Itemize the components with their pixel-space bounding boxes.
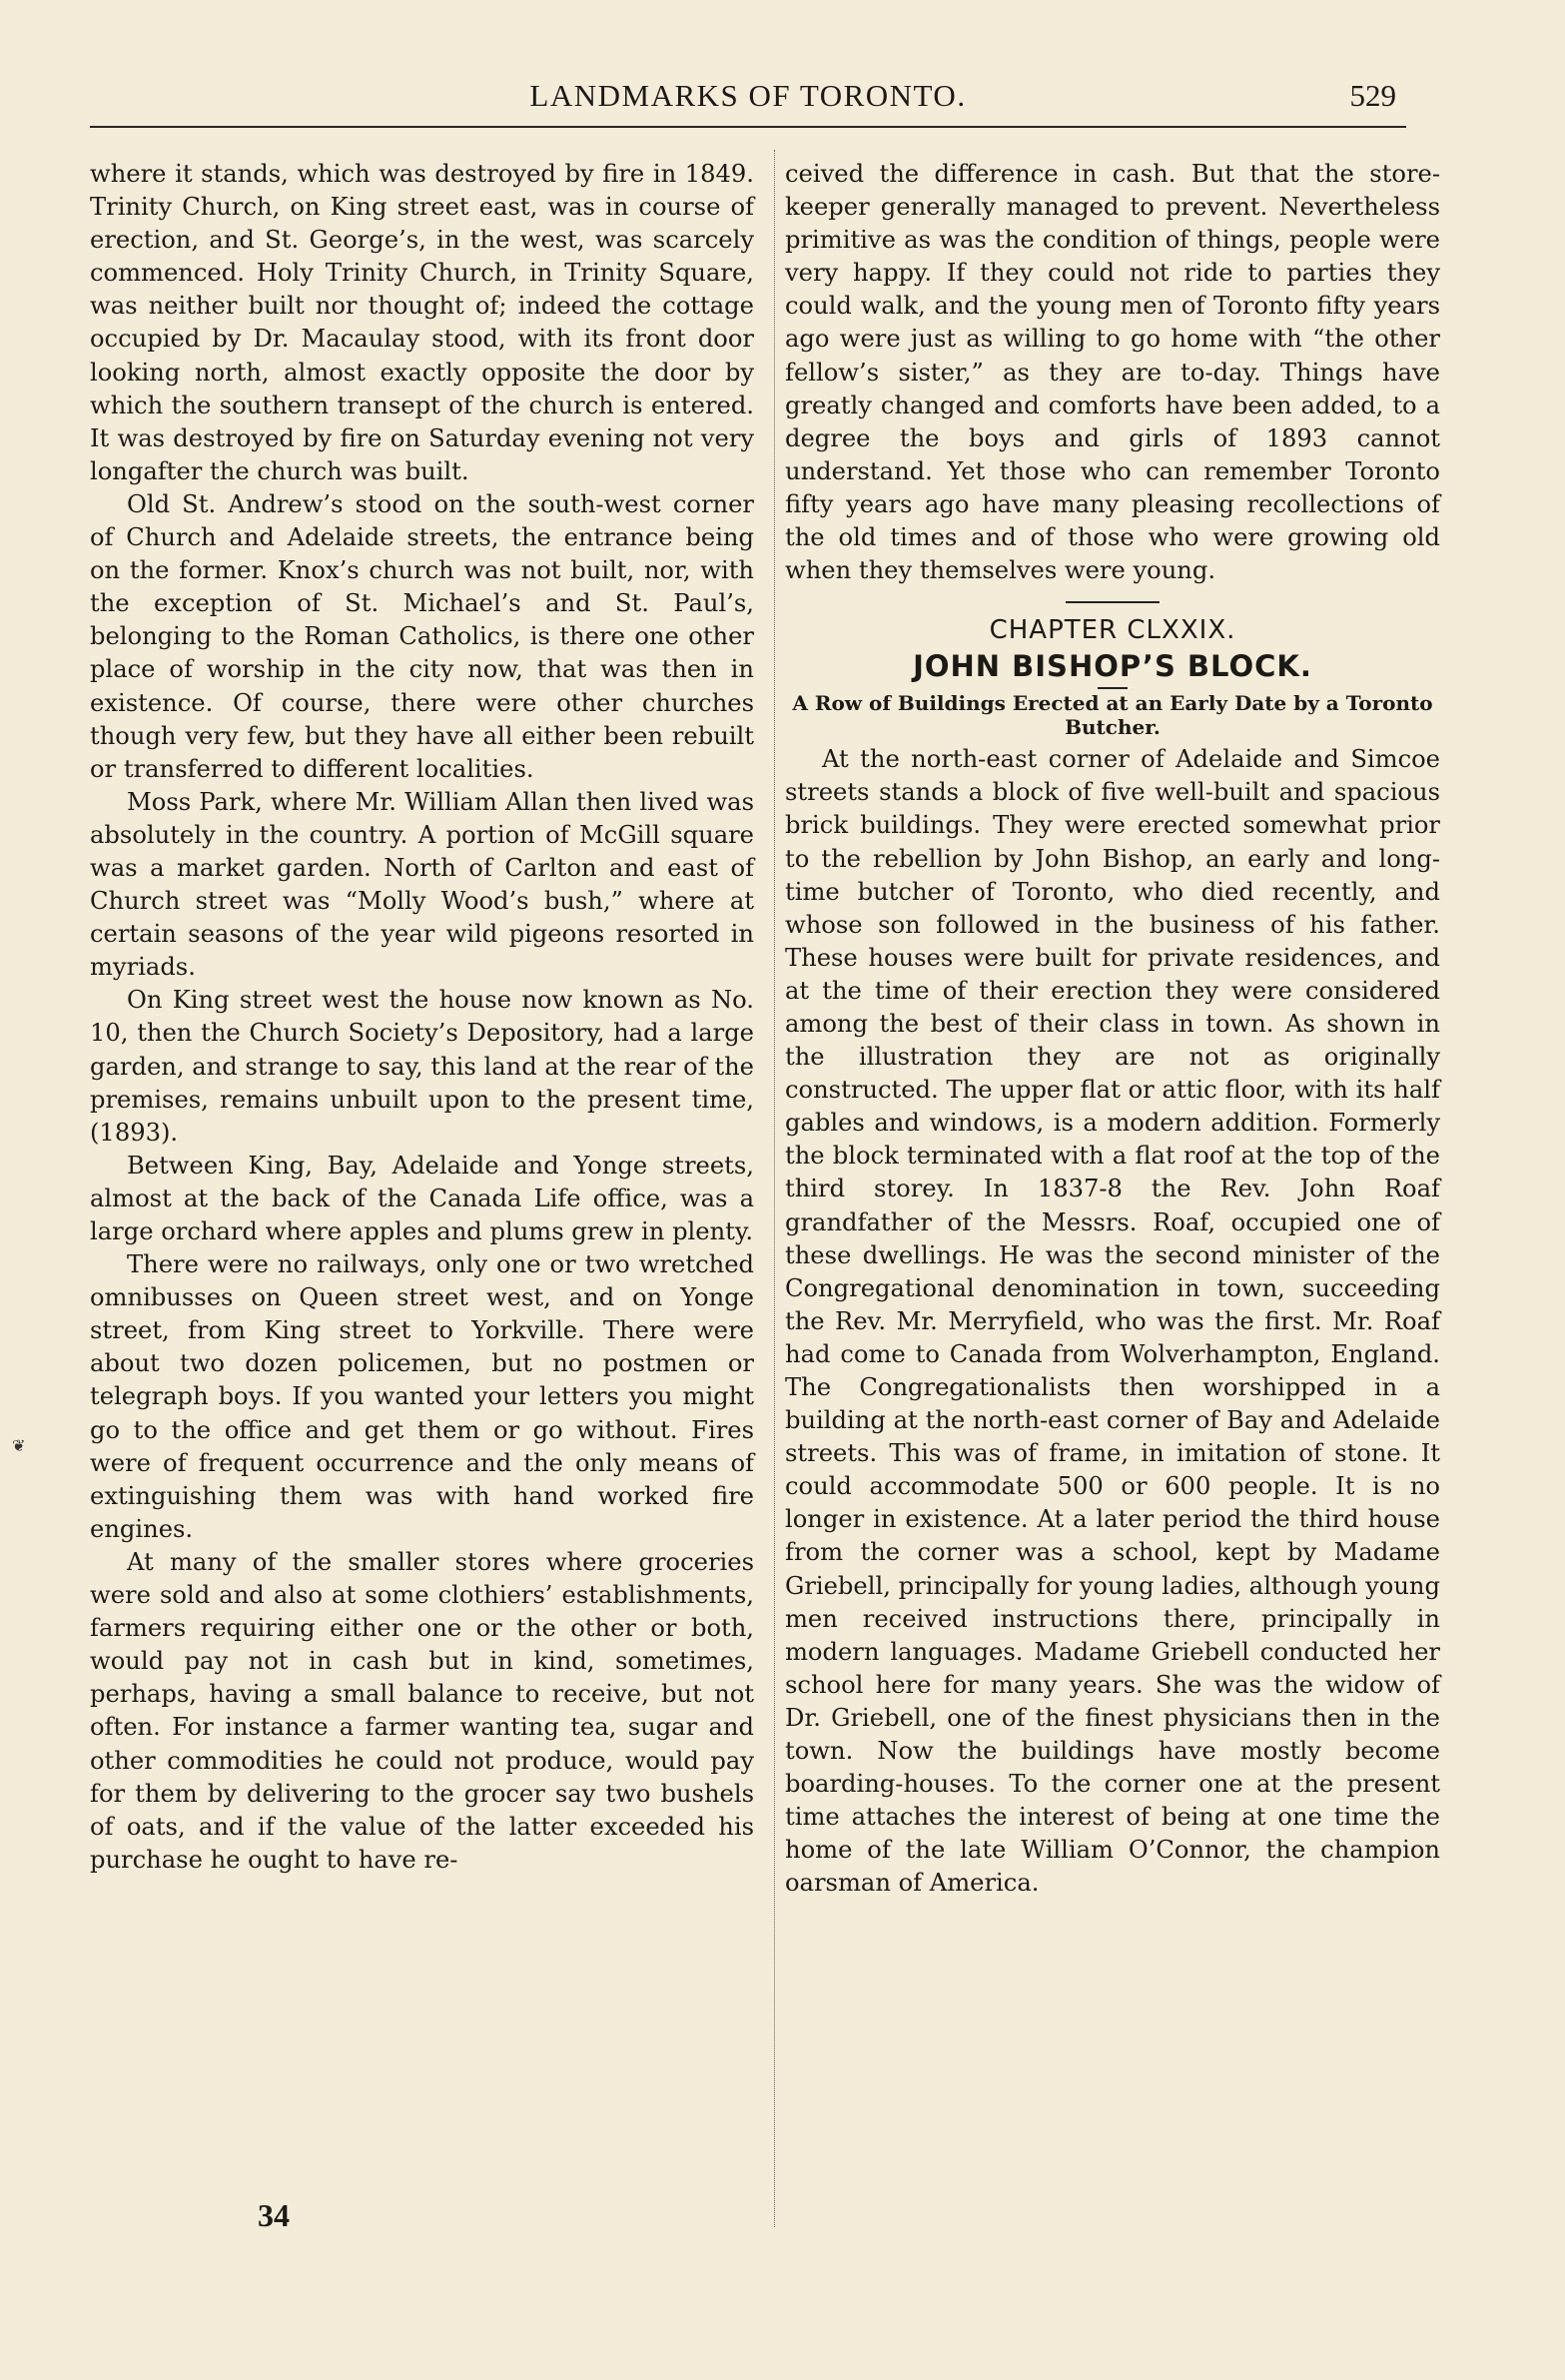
paragraph: On King street west the house now known as No. 10, then the Church Society’s Depository, had a large garden, and strange to say, this land at the rear of the premises, remains unbuilt upon to the present time, (1893).	[90, 986, 754, 1147]
chapter-number: CHAPTER CLXXIX.	[989, 615, 1236, 646]
chapter-divider	[1066, 601, 1160, 603]
paragraph: At the north-east corner of Adelaide and Simcoe streets stands a block of five well-built and spacious brick buildings. They were erected somewhat prior to the rebellion by John Bishop, an early and long-time butcher of Toronto, who died recently, and whose son followed in the business of his father. These houses were built for private residences, and at the time of their erection they were considered among the best of their class in town. As shown in the illustration they are not as originally constructed. The upper flat or attic floor, with its half gables and windows, is a modern addition. Formerly the block terminated with a flat roof at the top of the third storey. In 1837-8 the Rev. John Roaf grandfather of the Messrs. Roaf, occupied one of these dwellings. He was the second minister of the Congregational denomination in town, succeeding the Rev. Mr. Merryfield, who was the first. Mr. Roaf had come to Canada from Wolverhampton, England. The Congregationalists then worshipped in a building at the north-east corner of Bay and Adelaide streets. This was of frame, in imitation of stone. It could accommodate 500 or 600 people. It is no longer in existence. At a later period the third house from the corner was a school, kept by Madame Griebell, principally for young ladies, although young men received instructions there, principally in modern languages. Madame Griebell conducted her school here for many years. She was the widow of Dr. Griebell, one of the finest physicians then in the town. Now the buildings have mostly become boarding-houses. To the corner one at the present time attaches the interest of being at one time the home of the late William O’Connor, the champion oarsman of America.	[785, 745, 1440, 1898]
paragraph: Moss Park, where Mr. William Allan then lived was absolutely in the country. A portion of McGill square was a market garden. North of Carlton and east of Church street was “Molly Wood’s bush,” where at certain seasons of the year wild pigeons resorted in myriads.	[90, 787, 754, 982]
running-title: LANDMARKS OF TORONTO.	[529, 78, 967, 113]
page-number: 529	[1349, 78, 1396, 113]
paragraph: where it stands, which was destroyed by fire in 1849. Trinity Church, on King street east, was in course of erection, and St. George’s, in the west, was scarcely commenced. Holy Trinity Church, in Trinity Square, was neither built nor thought of; indeed the cottage occupied by Dr. Macaulay stood, with its front door looking north, almost exactly opposite the door by which the southern transept of the church is entered. It was destroyed by fire on Saturday evening not very longafter the church was built.	[90, 160, 754, 485]
paragraph: There were no railways, only one or two wretched omnibusses on Queen street west, and on Yonge street, from King street to Yorkville. There were about two dozen policemen, but no postmen or telegraph boys. If you wanted your letters you might go to the office and get them or go without. Fires were of frequent occurrence and the only means of extinguishing them was with hand worked fire engines.	[90, 1250, 754, 1543]
chapter-subtitle: A Row of Buildings Erected at an Early Date by a Toronto Butcher.	[792, 691, 1433, 740]
right-column	[785, 158, 1440, 1901]
page-header	[90, 78, 1406, 128]
chapter-title: JOHN BISHOP’S BLOCK.	[913, 649, 1312, 684]
header-rule	[90, 126, 1406, 128]
paragraph: At many of the smaller stores where groceries were sold and also at some clothiers’ establishments, farmers requiring either one or the other or both, would pay not in cash but in kind, sometimes, perhaps, having a small balance to receive, but not often. For instance a farmer wanting tea, sugar and other commodities he could not produce, would pay for them by delivering to the grocer say two bushels of oats, and if the value of the latter exceeded his purchase he ought to have re-	[90, 1547, 754, 1874]
paragraph: ceived the difference in cash. But that the store-keeper generally managed to prevent. Nevertheless primitive as was the condition of things, people were very happy. If they could not ride to parties they could walk, and the young men of Toronto fifty years ago were just as willing to go home with “the other fellow’s sister,” as they are to-day. Things have greatly changed and comforts have been added, to a degree the boys and girls of 1893 cannot understand. Yet those who can remember Toronto fifty years ago have many pleasing recollections of the old times and of those who were growing old when they themselves were young.	[785, 160, 1440, 585]
left-column	[90, 158, 754, 1877]
subtitle-divider	[1098, 687, 1128, 689]
paragraph: Old St. Andrew’s stood on the south-west corner of Church and Adelaide streets, the entrance being on the former. Knox’s church was not built, nor, with the exception of St. Michael’s and St. Paul’s, belonging to the Roman Catholics, is there one other place of worship in the city now, that was then in existence. Of course, there were other churches though very few, but they have all either been rebuilt or transferred to different localities.	[90, 489, 754, 783]
column-divider	[774, 150, 775, 2227]
signature-mark: 34	[258, 2197, 290, 2233]
paragraph: Between King, Bay, Adelaide and Yonge streets, almost at the back of the Canada Life office, was a large orchard where apples and plums grew in plenty.	[90, 1151, 754, 1245]
margin-mark: ❦	[12, 1436, 26, 1455]
